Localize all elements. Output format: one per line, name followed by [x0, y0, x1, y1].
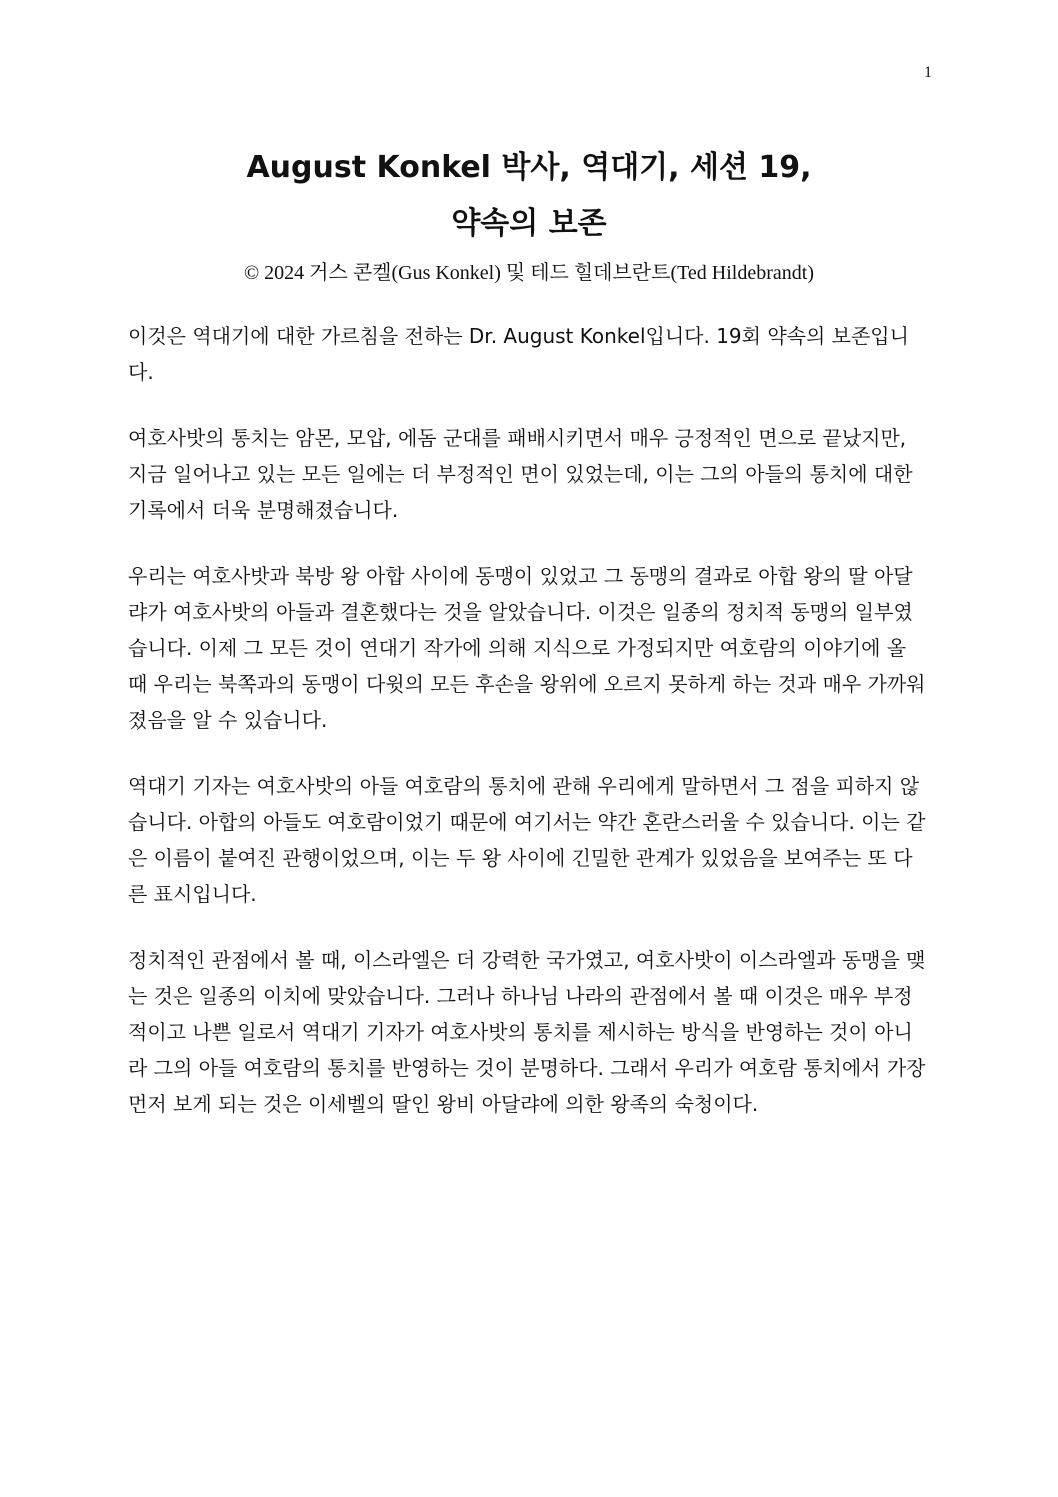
paragraph-4: 역대기 기자는 여호사밧의 아들 여호람의 통치에 관해 우리에게 말하면서 그 점을 피하지 않습니다. 아합의 아들도 여호람이었기 때문에 여기서는 약간 혼란스러울 수 있습니다. 이는 같은 이름이 붙여진 관행이었으며, 이는 두 왕 사이에 긴밀한 관계가 있었음을 보여주는 또 다른 표시입니다.	[128, 774, 926, 906]
title-line-1: August Konkel 박사, 역대기, 세션 19,	[246, 150, 812, 185]
page-number: 1	[924, 64, 932, 81]
document-title	[0, 140, 1058, 252]
title-line-2: 약속의 보존	[451, 206, 607, 241]
copyright-line: © 2024 거스 콘켈(Gus Konkel) 및 테드 힐데브란트(Ted Hildebrandt)	[243, 262, 814, 284]
paragraph-2: 여호사밧의 통치는 암몬, 모압, 에돔 군대를 패배시키면서 매우 긍정적인 면으로 끝났지만, 지금 일어나고 있는 모든 일에는 더 부정적인 면이 있었는데, 이는 그의 아들의 통치에 대한 기록에서 더욱 분명해졌습니다.	[128, 426, 913, 522]
paragraph-3: 우리는 여호사밧과 북방 왕 아합 사이에 동맹이 있었고 그 동맹의 결과로 아합 왕의 딸 아달랴가 여호사밧의 아들과 결혼했다는 것을 알았습니다. 이것은 일종의 정치적 동맹의 일부였습니다. 이제 그 모든 것이 연대기 작가에 의해 지식으로 가정되지만 여호람의 이야기에 올 때 우리는 북쪽과의 동맹이 다윗의 모든 후손을 왕위에 오르지 못하게 하는 것과 매우 가까워졌음을 알 수 있습니다.	[128, 564, 926, 732]
document-body	[128, 318, 928, 1152]
paragraph-1: 이것은 역대기에 대한 가르침을 전하는 Dr. August Konkel입니다. 19회 약속의 보존입니다.	[128, 324, 909, 384]
paragraph-5: 정치적인 관점에서 볼 때, 이스라엘은 더 강력한 국가였고, 여호사밧이 이스라엘과 동맹을 맺는 것은 일종의 이치에 맞았습니다. 그러나 하나님 나라의 관점에서 볼 때 이것은 매우 부정적이고 나쁜 일로서 역대기 기자가 여호사밧의 통치를 제시하는 방식을 반영하는 것이 아니라 그의 아들 여호람의 통치를 반영하는 것이 분명하다. 그래서 우리가 여호람 통치에서 가장 먼저 보게 되는 것은 이세벨의 딸인 왕비 아달랴에 의한 왕족의 숙청이다.	[128, 948, 926, 1116]
